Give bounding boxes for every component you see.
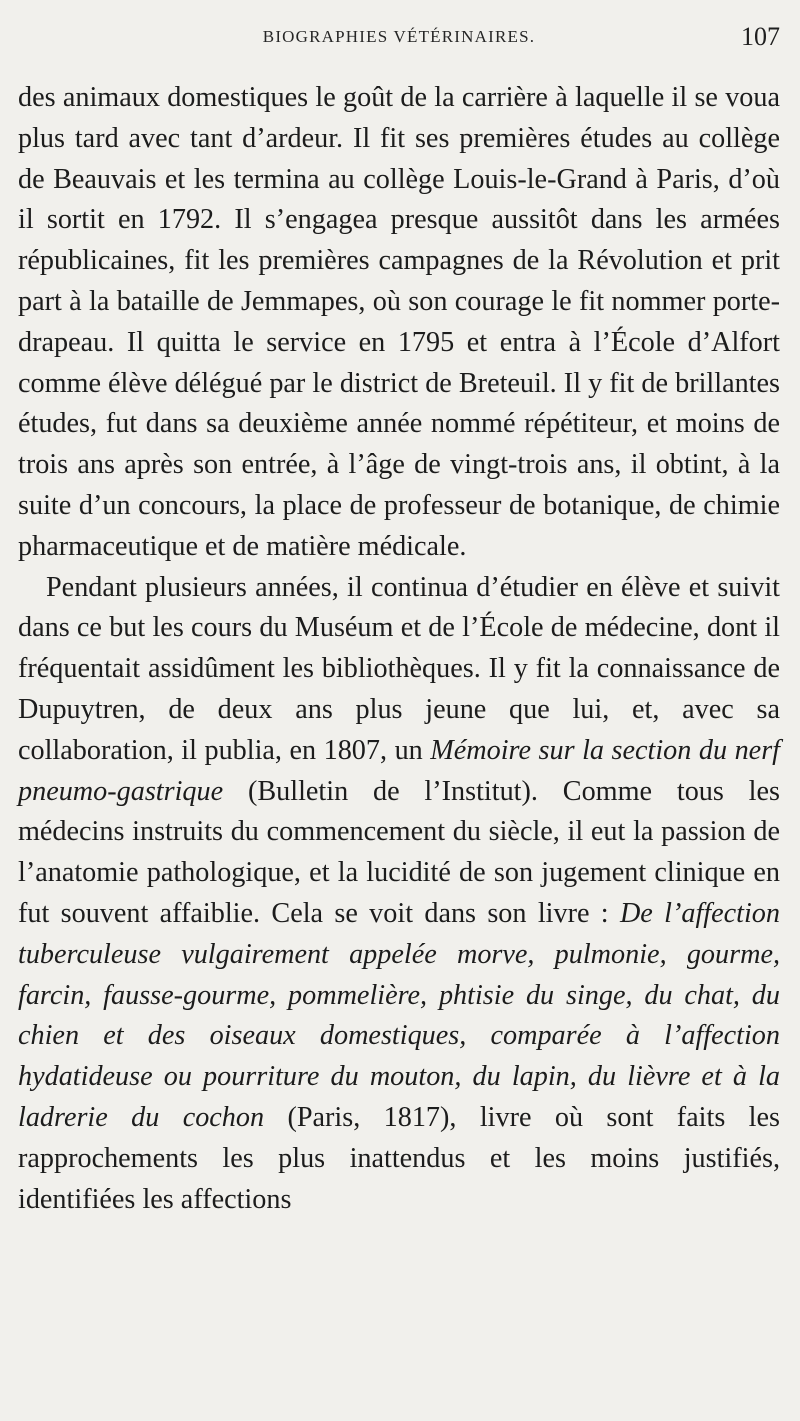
running-head [18, 0, 780, 78]
paragraph-1 [18, 78, 780, 568]
book-title: De l’affection tuberculeuse vulgairement appelée morve, pulmonie, gourme, farcin, fausse-gourme, pommelière, phtisie du singe, du chat, du chien et des oiseaux domestiques, comparée à l’affection hydatideuse ou pourriture du mouton, du lapin, du lièvre et à la ladrerie du cochon [18, 897, 780, 1133]
page-number: 107 [741, 22, 780, 51]
memoire-title: Mémoire sur la section du nerf pneumo-gastrique [18, 734, 780, 807]
paragraph-2-text-2: (Bulletin de l’Institut). Comme tous les médecins instruits du commencement du siècle, il eut la passion de l’anatomie pathologique, et la lucidité de son jugement clinique en fut souvent affaiblie. Cela se voit dans son livre : [18, 775, 780, 929]
paragraph-1-text: des animaux domestiques le goût de la carrière à laquelle il se voua plus tard avec tant d’ardeur. Il fit ses premières études au collège de Beauvais et les termina au collège Louis-le-Grand à Paris, d’où il sortit en 1792. Il s’engagea presque aussitôt dans les armées républicaines, fit les premières campagnes de la Révolution et prit part à la bataille de Jemmapes, où son courage le fit nommer porte-drapeau. Il quitta le service en 1795 et entra à l’École d’Alfort comme élève délégué par le district de Breteuil. Il y fit de brillantes études, fut dans sa deuxième année nommé répétiteur, et moins de trois ans après son entrée, à l’âge de vingt-trois ans, il obtint, à la suite d’un concours, la place de professeur de botanique, de chimie pharmaceutique et de matière médicale. [18, 82, 780, 562]
running-title: BIOGRAPHIES VÉTÉRINAIRES. [262, 27, 536, 46]
paragraph-2 [18, 568, 780, 1221]
paragraph-2-text-3: (Paris, 1817), livre où sont faits les rapprochements les plus inattendus et les moins justifiés, identifiées les affections [18, 1101, 780, 1215]
body-text [18, 78, 780, 1220]
paragraph-2-text-1: Pendant plusieurs années, il continua d’étudier en élève et suivit dans ce but les cours du Muséum et de l’École de médecine, dont il fréquentait assidûment les bibliothèques. Il y fit la connaissance de Dupuytren, de deux ans plus jeune que lui, et, avec sa collaboration, il publia, en 1807, un [18, 571, 780, 766]
